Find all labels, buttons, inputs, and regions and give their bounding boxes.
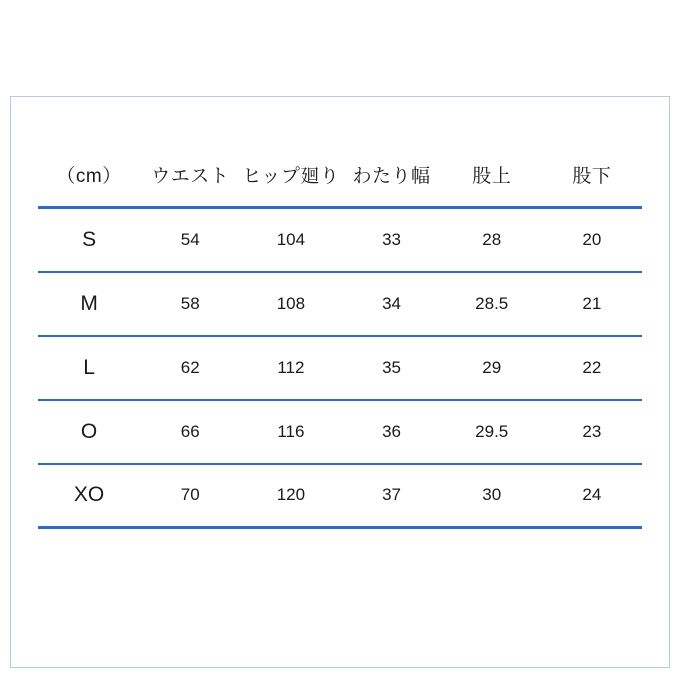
column-header-hip: ヒップ廻り (240, 142, 341, 208)
cell-size: O (38, 400, 140, 464)
cell-rise: 28.5 (442, 272, 542, 336)
cell-inseam: 22 (542, 336, 642, 400)
cell-thigh: 35 (341, 336, 441, 400)
cell-waist: 70 (140, 464, 240, 528)
column-header-inseam: 股下 (542, 142, 642, 208)
cell-size: XO (38, 464, 140, 528)
cell-hip: 108 (240, 272, 341, 336)
cell-size: L (38, 336, 140, 400)
table-row (38, 208, 642, 272)
table-row (38, 336, 642, 400)
table-head (38, 142, 642, 208)
column-header-thigh: わたり幅 (341, 142, 441, 208)
cell-rise: 29.5 (442, 400, 542, 464)
cell-size: S (38, 208, 140, 272)
cell-waist: 62 (140, 336, 240, 400)
cell-inseam: 23 (542, 400, 642, 464)
cell-hip: 104 (240, 208, 341, 272)
cell-inseam: 21 (542, 272, 642, 336)
cell-waist: 58 (140, 272, 240, 336)
cell-thigh: 36 (341, 400, 441, 464)
cell-inseam: 24 (542, 464, 642, 528)
cell-hip: 120 (240, 464, 341, 528)
column-header-unit: （cm） (38, 142, 140, 208)
cell-rise: 28 (442, 208, 542, 272)
cell-thigh: 37 (341, 464, 441, 528)
cell-hip: 112 (240, 336, 341, 400)
table-body (38, 208, 642, 528)
table-header-row (38, 142, 642, 208)
cell-rise: 29 (442, 336, 542, 400)
cell-hip: 116 (240, 400, 341, 464)
table-row (38, 400, 642, 464)
size-chart (38, 142, 642, 529)
cell-waist: 54 (140, 208, 240, 272)
column-header-waist: ウエスト (140, 142, 240, 208)
cell-thigh: 33 (341, 208, 441, 272)
cell-rise: 30 (442, 464, 542, 528)
table-row (38, 464, 642, 528)
cell-waist: 66 (140, 400, 240, 464)
cell-inseam: 20 (542, 208, 642, 272)
column-header-rise: 股上 (442, 142, 542, 208)
cell-thigh: 34 (341, 272, 441, 336)
cell-size: M (38, 272, 140, 336)
size-table (38, 142, 642, 529)
table-row (38, 272, 642, 336)
